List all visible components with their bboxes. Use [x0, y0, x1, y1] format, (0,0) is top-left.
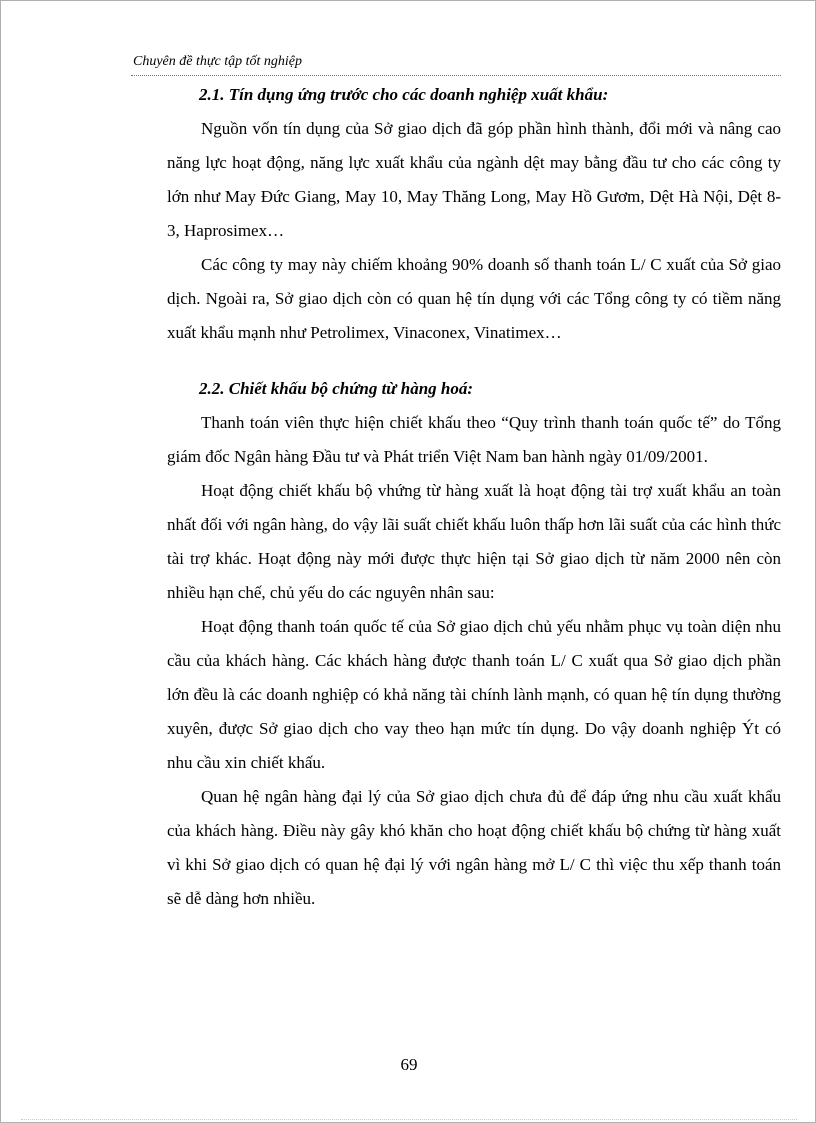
- page-number: 69: [400, 1055, 418, 1074]
- paragraph: Hoạt động thanh toán quốc tế của Sở giao dịch chủ yếu nhằm phục vụ toàn diện nhu cầu của khách hàng. Các khách hàng được thanh toán L/ C xuất qua Sở giao dịch phần lớn đều là các doanh nghiệp có khả năng tài chính lành mạnh, có quan hệ tín dụng thường xuyên, được Sở giao dịch cho vay theo hạn mức tín dụng. Do vậy doanh nghiệp Ýt có nhu cầu xin chiết khấu.: [167, 617, 781, 772]
- section-heading-2-1: 2.1. Tín dụng ứng trước cho các doanh nghiệp xuất khẩu:: [199, 85, 609, 104]
- paragraph: Thanh toán viên thực hiện chiết khấu theo “Quy trình thanh toán quốc tế” do Tổng giám đốc Ngân hàng Đầu tư và Phát triển Việt Nam ban hành ngày 01/09/2001.: [167, 413, 781, 466]
- paragraph: Hoạt động chiết khấu bộ vhứng từ hàng xuất là hoạt động tài trợ xuất khẩu an toàn nhất đối với ngân hàng, do vậy lãi suất chiết khấu luôn thấp hơn lãi suất của các hình thức tài trợ khác. Hoạt động này mới được thực hiện tại Sở giao dịch từ năm 2000 nên còn nhiều hạn chế, chủ yếu do các nguyên nhân sau:: [167, 481, 781, 602]
- header-divider: [131, 75, 781, 76]
- paragraph: Quan hệ ngân hàng đại lý của Sở giao dịch chưa đủ để đáp ứng nhu cầu xuất khẩu của khách hàng. Điều này gây khó khăn cho hoạt động chiết khấu bộ chứng từ hàng xuất vì khi Sở giao dịch có quan hệ đại lý với ngân hàng mở L/ C thì việc thu xếp thanh toán sẽ dễ dàng hơn nhiều.: [167, 787, 781, 908]
- section-heading-2-2: 2.2. Chiết khấu bộ chứng từ hàng hoá:: [199, 379, 474, 398]
- paragraph: Nguồn vốn tín dụng của Sở giao dịch đã góp phần hình thành, đổi mới và nâng cao năng lực hoạt động, năng lực xuất khẩu của ngành dệt may bằng đầu tư cho các công ty lớn như May Đức Giang, May 10, May Thăng Long, May Hồ Gươm, Dệt Hà Nội, Dệt 8-3, Haprosimex…: [167, 119, 781, 240]
- footer-divider: [21, 1119, 797, 1120]
- section-spacer: [167, 350, 781, 372]
- paragraph: Các công ty may này chiếm khoảng 90% doanh số thanh toán L/ C xuất của Sở giao dịch. Ngoài ra, Sở giao dịch còn có quan hệ tín dụng với các Tổng công ty có tiềm năng xuất khẩu mạnh như Petrolimex, Vinaconex, Vinatimex…: [167, 255, 781, 342]
- running-header: Chuyên đề thực tập tốt nghiệp: [133, 54, 302, 69]
- document-body: [167, 78, 781, 916]
